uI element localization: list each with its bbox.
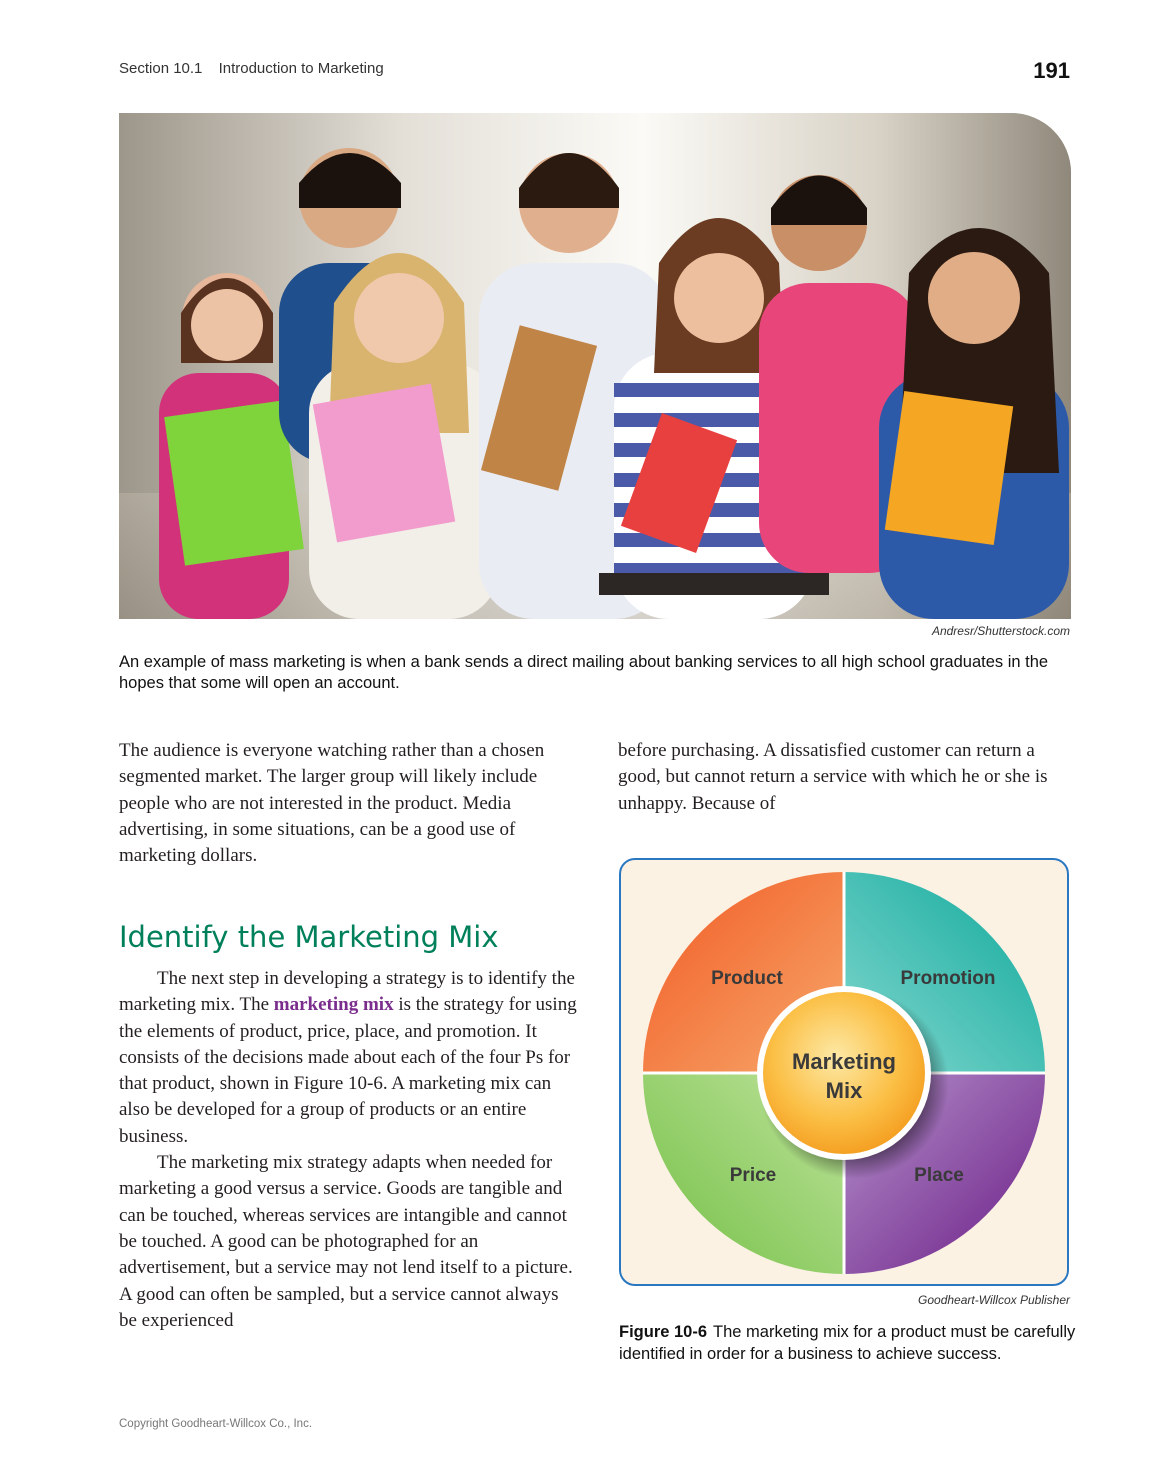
figure-credit: Goodheart-Willcox Publisher bbox=[918, 1293, 1070, 1307]
label-place: Place bbox=[914, 1165, 964, 1186]
page-number: 191 bbox=[1033, 58, 1070, 83]
para1-end: is the strategy for using the elements of product, price, place, and promotion. It consists of the decisions made about each of the four Ps for that product, shown in Figure 10-6. A marketing mix can also be developed for a group of products or an entire business. bbox=[119, 994, 577, 1147]
paragraph-marketing-mix bbox=[119, 966, 579, 1150]
key-term-marketing-mix: marketing mix bbox=[273, 994, 394, 1016]
section-heading: Identify the Marketing Mix bbox=[119, 920, 499, 954]
figure-caption-label: Figure 10-6 bbox=[619, 1323, 708, 1341]
running-head bbox=[119, 60, 384, 77]
intro-text: The audience is everyone watching rather than a chosen segmented market. The larger group will likely include people who are not interested in the product. Media advertising, in some situations, can be a good use of marketing dollars. bbox=[119, 740, 545, 867]
center-label-line1: Marketing bbox=[792, 1049, 896, 1074]
marketing-mix-diagram bbox=[621, 860, 1067, 1284]
label-promotion: Promotion bbox=[900, 968, 996, 989]
body-paragraph-continued bbox=[618, 738, 1078, 817]
copyright-footer: Copyright Goodheart-Willcox Co., Inc. bbox=[119, 1418, 313, 1430]
label-product: Product bbox=[711, 968, 783, 989]
students-photo bbox=[119, 113, 1071, 619]
body-main bbox=[119, 966, 579, 1334]
figure-caption-text: The marketing mix for a product must be carefully identified in order for a business to achieve success. bbox=[619, 1323, 1076, 1363]
photo-caption: An example of mass marketing is when a bank sends a direct mailing about banking services to all high school graduates in the hopes that some will open an account. bbox=[119, 653, 1049, 692]
figure-caption bbox=[619, 1321, 1079, 1365]
body-paragraph-intro bbox=[119, 738, 569, 869]
para1-start: The next step in developing a strategy is to identify the marketing mix. The bbox=[119, 968, 575, 1016]
photo-credit: Andresr/Shutterstock.com bbox=[931, 624, 1070, 638]
figure-marketing-mix bbox=[619, 858, 1069, 1286]
section-title: Introduction to Marketing bbox=[218, 60, 384, 77]
center-label-line2: Mix bbox=[825, 1078, 863, 1103]
continued-text: before purchasing. A dissatisfied customer can return a good, but cannot return a service with which he or she is unhappy. Because of bbox=[618, 740, 1048, 814]
label-price: Price bbox=[729, 1165, 777, 1186]
section-number: Section 10.1 bbox=[119, 60, 203, 77]
paragraph-goods-services: The marketing mix strategy adapts when needed for marketing a good versus a service. Goods are tangible and can be touched, whereas services are intangible and cannot be touched. A good can be photographed for an advertisement, but a service may not lend itself to a picture. A good can often be sampled, but a service cannot always be experienced bbox=[119, 1152, 573, 1331]
